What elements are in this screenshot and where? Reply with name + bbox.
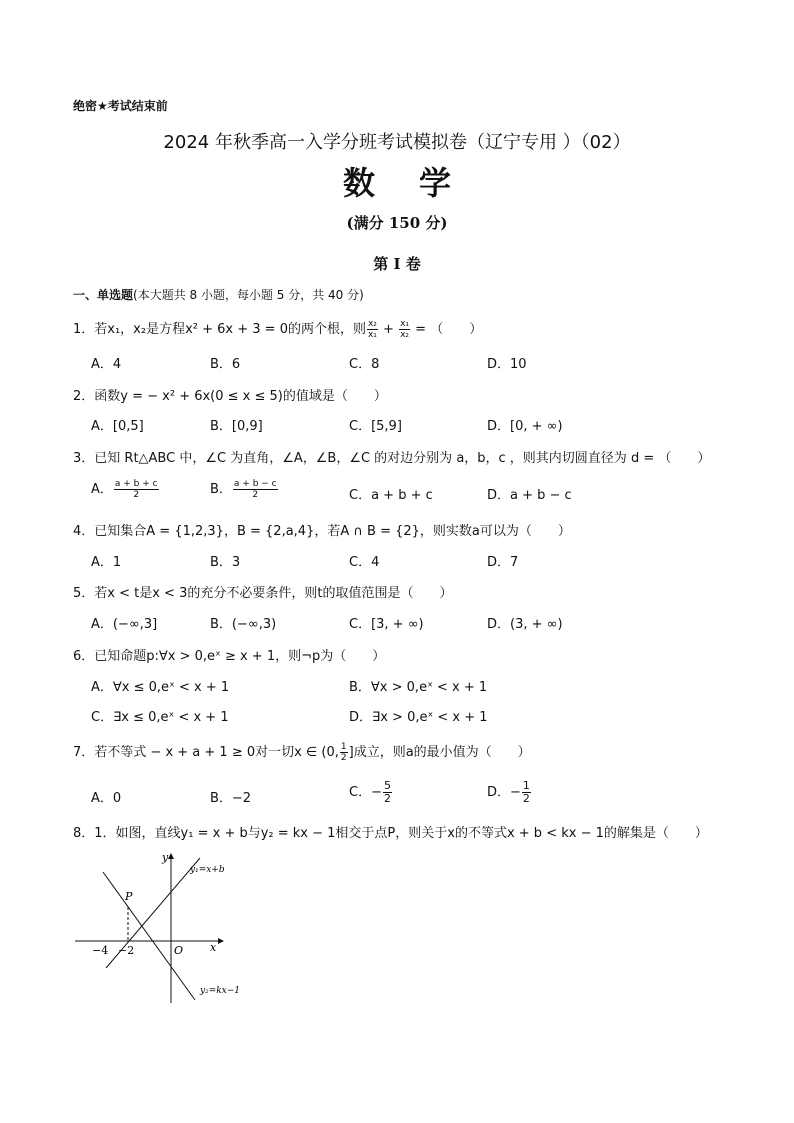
question-number: 5． [73,586,95,601]
volume-label: 第 I 卷 [373,255,421,273]
fraction [522,780,531,805]
fraction [233,479,278,500]
fraction-denominator: 2 [340,753,347,763]
question-text: 函数y = − x² + 6x(0 ≤ x ≤ 5)的值域是（ ） [94,389,387,404]
x-axis-label: x [210,941,217,954]
option-a[interactable]: A．[0,5] [91,419,144,434]
question-number: 4． [73,524,95,539]
confidential-mark: 绝密★考试结束前 [73,99,168,113]
fraction-numerator: a + b + c [114,479,158,489]
fraction [383,780,392,805]
option-b[interactable]: B．−2 [210,791,252,806]
option-a[interactable]: A．0 [91,791,122,806]
graph-figure [70,845,260,1010]
fraction-denominator: 2 [252,490,259,500]
option-c[interactable]: C．a + b + c [349,488,433,503]
option-d[interactable]: D．[0, + ∞) [487,419,563,434]
option-label: B． [210,482,232,497]
fraction-numerator: 5 [383,779,391,792]
full-mark: (满分 150 分) [346,214,448,232]
tick-label-neg2: −2 [118,944,135,957]
option-b[interactable]: B．∀x > 0,eˣ < x + 1 [349,680,488,695]
subject-title: 数学 [342,164,495,202]
fraction-denominator: 2 [133,490,140,500]
question-8 [73,822,708,841]
option-c[interactable] [349,780,393,805]
question-2 [73,385,387,404]
option-d[interactable]: D．10 [487,357,527,372]
option-c[interactable]: C．∃x ≤ 0,eˣ < x + 1 [91,710,229,725]
option-b[interactable]: B．6 [210,357,241,372]
fraction-numerator: x₂ [367,319,377,329]
fraction [367,319,378,340]
line-y2 [103,872,195,1000]
line-y1-label: y₁=x+b [190,865,225,875]
question-text: 若不等式 − x + a + 1 ≥ 0对一切x ∈ [94,745,322,760]
question-text: 1．如图，直线y₁ = x + b与y₂ = kx − 1相交于点P，则关于x的不等式x + b < kx − 1的解集是（ ） [94,826,708,841]
fraction-denominator: x₂ [400,330,410,340]
option-a[interactable] [91,478,160,500]
fraction-numerator: x₁ [400,319,410,329]
fraction-numerator: 1 [340,742,347,752]
question-text-end: = （ ） [411,322,483,337]
fraction-denominator: 2 [522,792,530,805]
question-4 [73,520,571,539]
option-a[interactable]: A．∀x ≤ 0,eˣ < x + 1 [91,680,230,695]
exam-title: 2024 年秋季高一入学分班考试模拟卷（辽宁专用 ）（02） [163,132,631,153]
tick-label-neg4: −4 [92,944,109,957]
question-text: 已知集合A = {1,2,3}，B = {2,a,4}，若A ∩ B = {2}，则实数a可以为（ ） [94,524,571,539]
option-d[interactable]: D．a + b − c [487,488,572,503]
question-text: 已知命题p:∀x > 0,eˣ ≥ x + 1，则¬p为（ ） [94,649,386,664]
x-axis-arrow [218,938,224,944]
interval-open: (0, [321,745,339,760]
question-5 [73,582,452,601]
plus-sign: + [378,322,399,337]
option-b[interactable]: B．[0,9] [210,419,263,434]
option-d[interactable]: D．7 [487,555,519,570]
option-d[interactable]: D．∃x > 0,eˣ < x + 1 [349,710,488,725]
option-c[interactable]: C．8 [349,357,380,372]
fraction-numerator: 1 [522,779,530,792]
option-c[interactable]: C．[5,9] [349,419,402,434]
interval-close: ] [348,745,354,760]
option-a[interactable]: A．4 [91,357,122,372]
option-b[interactable]: B．3 [210,555,241,570]
fraction-numerator: a + b − c [233,479,277,489]
origin-label: O [174,944,184,957]
option-b[interactable] [210,478,279,500]
option-a[interactable]: A．1 [91,555,122,570]
question-text: 已知 Rt△ABC 中，∠C 为直角，∠A，∠B，∠C 的对边分别为 a，b，c ，则其内切圆直径为 d = （ ） [94,451,711,466]
fraction-denominator: 2 [383,792,391,805]
question-number: 3． [73,451,95,466]
question-number: 8． [73,826,95,841]
question-text: 若x < t是x < 3的充分不必要条件，则t的取值范围是（ ） [94,586,453,601]
option-label: D．− [487,785,521,800]
section-title: 一、单选题 [73,288,134,302]
option-label: C．− [349,785,382,800]
option-label: A． [91,482,113,497]
question-text: 若x₁，x₂是方程x² + 6x + 3 = 0的两个根，则 [94,322,366,337]
fraction [340,742,348,763]
question-3 [73,447,710,466]
option-c[interactable]: C．[3, + ∞) [349,617,424,632]
question-1 [73,318,482,340]
point-p-label: P [125,890,133,903]
question-number: 1． [73,322,95,337]
question-6 [73,645,385,664]
y-axis-label: y [162,851,169,864]
fraction-denominator: x₁ [367,330,377,340]
option-b[interactable]: B．(−∞,3) [210,617,277,632]
question-number: 6． [73,649,95,664]
option-c[interactable]: C．4 [349,555,380,570]
question-7 [73,741,531,763]
option-d[interactable]: D．(3, + ∞) [487,617,563,632]
y-axis-arrow [168,853,174,859]
fraction [114,479,159,500]
section-heading [73,286,364,303]
line-y2-label: y₂=kx−1 [200,986,241,996]
fraction [399,319,410,340]
option-d[interactable] [487,780,532,805]
question-text-end: 成立，则a的最小值为（ ） [353,745,531,760]
question-number: 7． [73,745,95,760]
section-note: (本大题共 8 小题，每小题 5 分，共 40 分) [133,288,364,302]
question-number: 2． [73,389,95,404]
option-a[interactable]: A．(−∞,3] [91,617,158,632]
